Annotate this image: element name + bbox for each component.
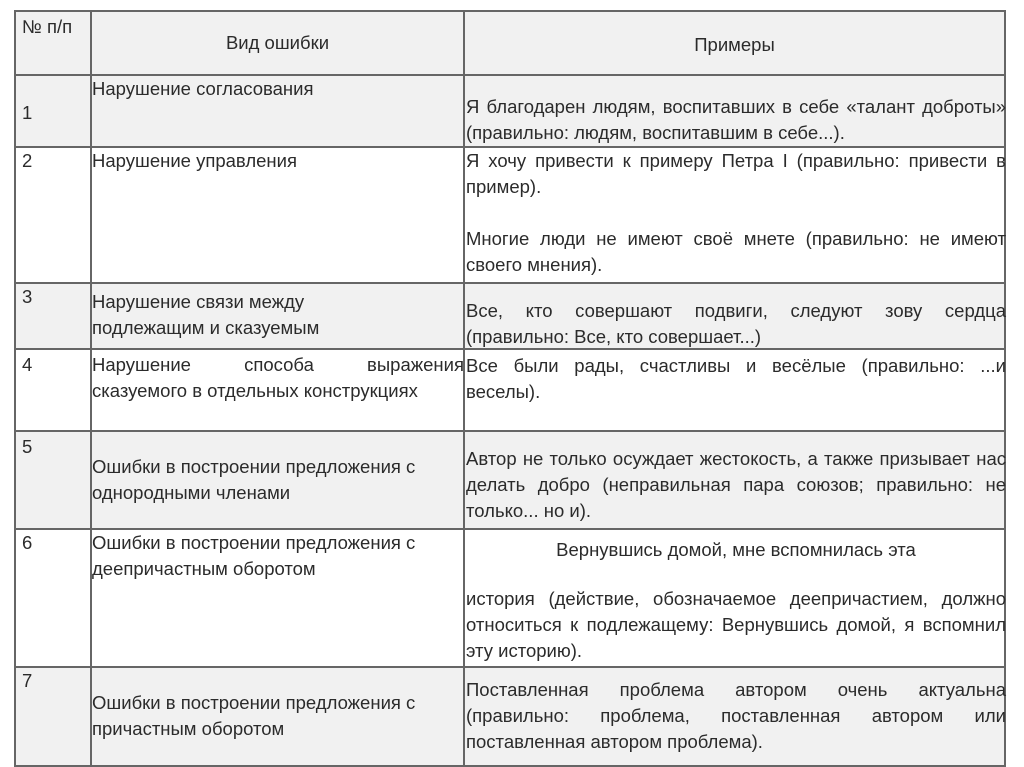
error-type: Нарушение управления xyxy=(92,150,297,171)
row-number: 2 xyxy=(22,150,33,171)
example-text: Я хочу привести к примеру Петра I (правильно: привести в пример). xyxy=(466,150,1006,197)
header-error-type: Вид ошибки xyxy=(225,32,330,53)
example-text: Поставленная проблема автором очень актуальна (правильно: проблема, поставленная автором или поставленная автором проблема). xyxy=(466,679,1006,752)
error-type: Ошибки в построении предложения с деепричастным оборотом xyxy=(92,532,416,579)
example-text: Все были рады, счастливы и весёлые (правильно: ...и веселы). xyxy=(466,355,1006,402)
error-type: Нарушение связи между подлежащим и сказуемым xyxy=(92,291,320,338)
example-text: Многие люди не имеют своё мнете (правильно: не имеют своего мнения). xyxy=(466,228,1006,275)
example-text: Все, кто совершают подвиги, следуют зову сердца (правильно: Все, кто совершает...) xyxy=(466,300,1006,347)
header-examples: Примеры xyxy=(694,34,775,55)
row-number: 4 xyxy=(22,354,33,375)
header-num: № п/п xyxy=(22,16,73,37)
example-text: Вернувшись домой, мне вспомнилась эта xyxy=(556,539,916,560)
error-type: Нарушение способа выражения сказуемого в отдельных конструкциях xyxy=(92,354,464,401)
error-type: Нарушение согласования xyxy=(92,78,314,99)
row-divider xyxy=(14,282,1006,284)
row-divider xyxy=(14,666,1006,668)
row-number: 6 xyxy=(22,532,33,553)
example-text: Автор не только осуждает жестокость, а также призывает нас делать добро (неправильная пара союзов; правильно: не только... но и). xyxy=(466,448,1006,521)
row-number: 7 xyxy=(22,670,33,691)
row-number: 3 xyxy=(22,286,33,307)
row-number: 1 xyxy=(22,102,33,123)
error-type: Ошибки в построении предложения с причастным оборотом xyxy=(92,692,416,739)
row-number: 5 xyxy=(22,436,33,457)
error-type: Ошибки в построении предложения с однородными членами xyxy=(92,456,416,503)
row-divider xyxy=(14,430,1006,432)
example-text: Я благодарен людям, воспитавших в себе «талант доброты» (правильно: людям, воспитавшим в себе...). xyxy=(466,96,1006,143)
example-text: история (действие, обозначаемое деепричастием, должно относиться к подлежащему: Вернувшись домой, я вспомнил эту историю). xyxy=(466,588,1006,661)
